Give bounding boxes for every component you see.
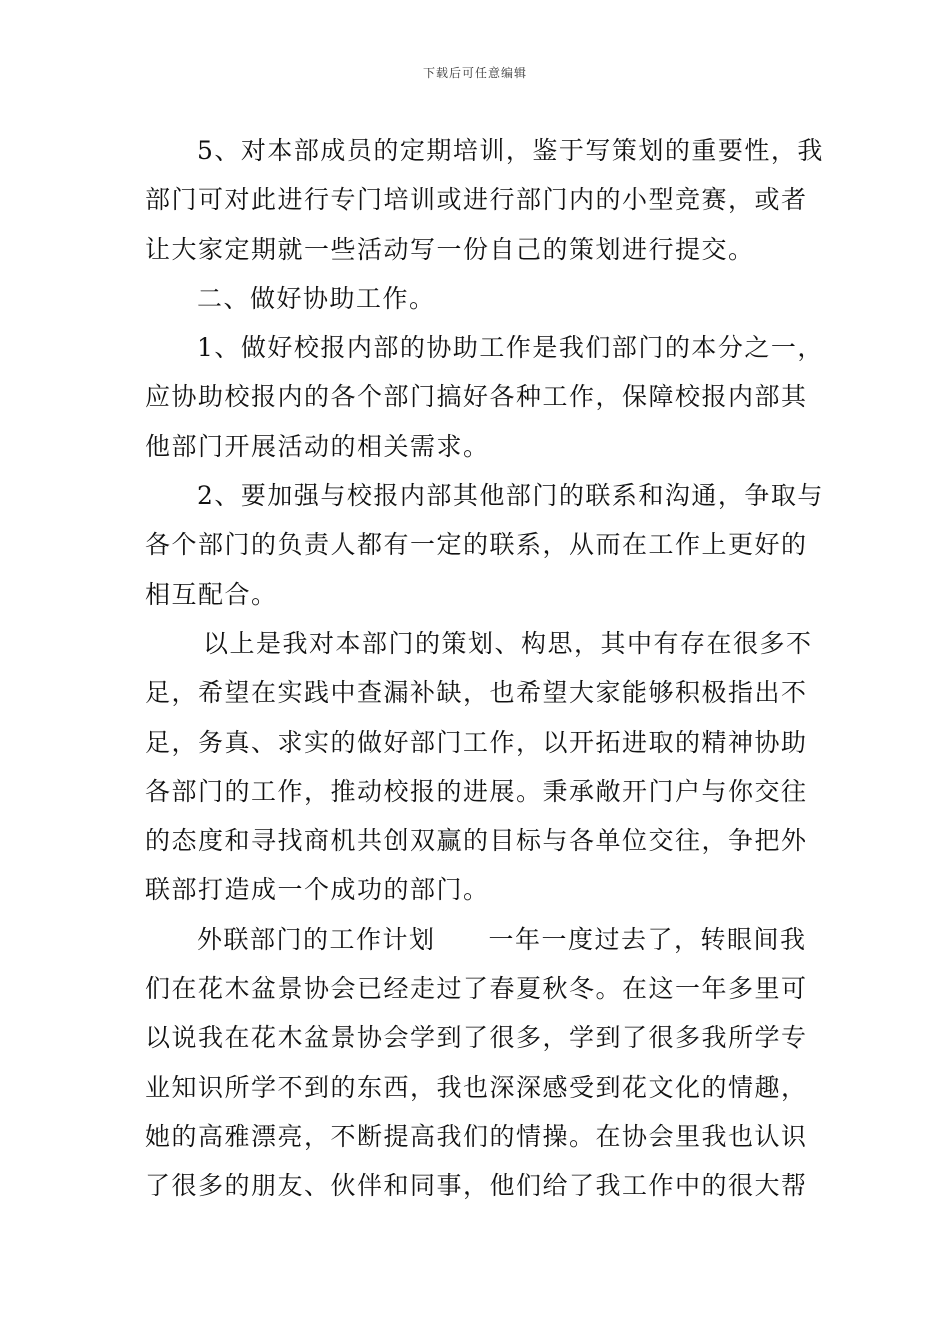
text-line: 1、做好校报内部的协助工作是我们部门的本分之一， [197,333,824,363]
text-line: 外联部门的工作计划 一年一度过去了，转眼间我 [197,924,807,954]
text-line: 的态度和寻找商机共创双赢的目标与各单位交往，争把外 [145,826,808,856]
text-line: 让大家定期就一些活动写一份自己的策划进行提交。 [145,234,755,264]
text-line: 2、要加强与校报内部其他部门的联系和沟通，争取与 [197,481,824,511]
text-line: 应协助校报内的各个部门搞好各种工作，保障校报内部其 [145,382,808,412]
text-line: 他部门开展活动的相关需求。 [145,431,490,461]
document-body [145,126,824,1211]
text-line: 以说我在花木盆景协会学到了很多，学到了很多我所学专 [145,1023,808,1053]
text-line: 了很多的朋友、伙伴和同事，他们给了我工作中的很大帮 [145,1171,808,1201]
text-line: 足，务真、求实的做好部门工作，以开拓进取的精神协助 [145,727,808,757]
text-line: 各个部门的负责人都有一定的联系，从而在工作上更好的 [145,530,808,560]
text-line: 以上是我对本部门的策划、构思，其中有存在很多不 [203,628,813,658]
text-line: 们在花木盆景协会已经走过了春夏秋冬。在这一年多里可 [145,974,808,1004]
text-line: 各部门的工作，推动校报的进展。秉承敞开门户与你交往 [145,776,808,806]
text-line: 她的高雅漂亮，不断提高我们的情操。在协会里我也认识 [145,1121,808,1151]
text-line: 联部打造成一个成功的部门。 [145,875,490,905]
text-line: 足，希望在实践中查漏补缺，也希望大家能够积极指出不 [145,678,808,708]
text-line: 5、对本部成员的定期培训，鉴于写策划的重要性，我 [197,136,824,165]
page-header-note: 下载后可任意编辑 [422,66,527,80]
text-line: 部门可对此进行专门培训或进行部门内的小型竞赛，或者 [145,185,808,215]
text-line: 业知识所学不到的东西，我也深深感受到花文化的情趣， [145,1072,808,1102]
section-heading: 二、做好协助工作。 [197,283,436,313]
text-line: 相互配合。 [145,579,278,609]
